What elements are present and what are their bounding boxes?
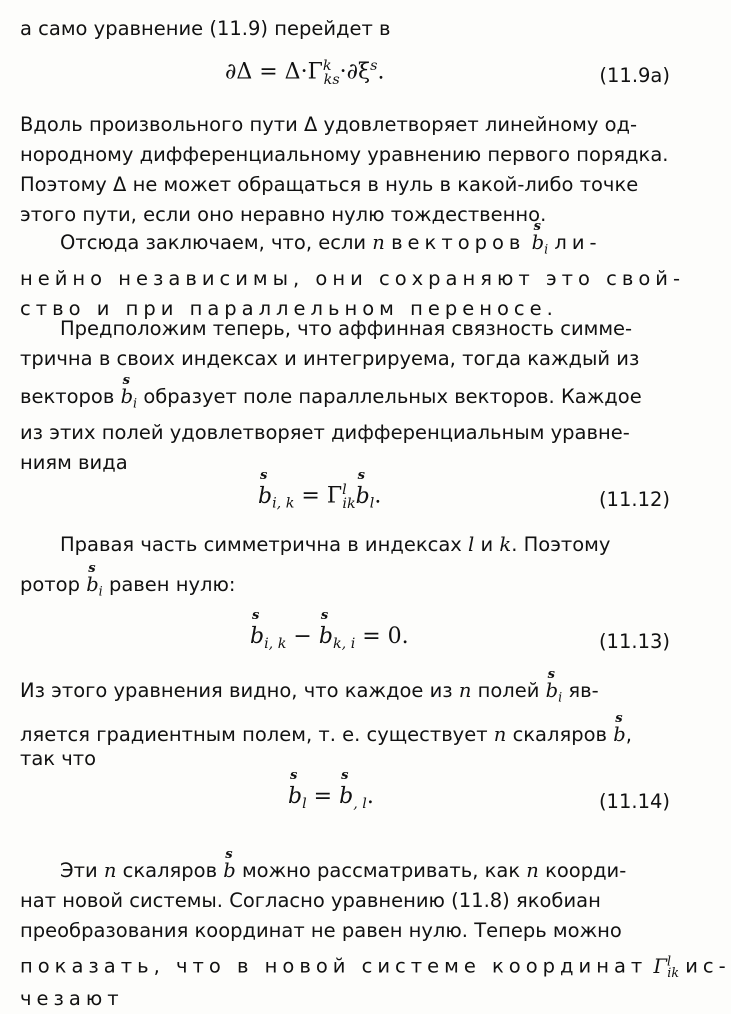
text-run: полей	[477, 679, 540, 702]
text-run: можно рассматривать, как	[241, 859, 521, 882]
text-run: ляется градиентным полем, т. е. существует	[20, 723, 488, 747]
paragraph-intro	[20, 14, 670, 44]
subscript: i	[544, 241, 549, 257]
symbol-n: n	[372, 231, 385, 254]
text-run: коорди-	[545, 859, 627, 882]
text-run: Эти	[60, 859, 98, 882]
text-line: из этих полей удовлетворяет дифференциальным уравне-	[20, 421, 630, 445]
equation-11-14	[0, 784, 690, 824]
text-line	[20, 946, 731, 988]
text-line	[20, 570, 670, 606]
paragraph-gradient	[20, 676, 670, 774]
equation-number: (11.14)	[598, 790, 670, 813]
text-line: нейно независимы, они сохраняют это свой-	[20, 267, 685, 291]
subscript: i	[558, 689, 563, 705]
symbol-k: k	[499, 533, 512, 556]
text-run: скаляров	[122, 859, 218, 882]
text-run: равен нулю:	[108, 573, 236, 596]
text-line	[20, 382, 670, 418]
symbol-b-s	[613, 720, 625, 750]
equation-11-9a	[0, 58, 690, 98]
text-run: Правая часть симметрична в индексах	[60, 533, 462, 556]
symbol-b-s	[546, 676, 563, 712]
symbol-l: l	[468, 533, 475, 556]
symbol-n: n	[526, 859, 539, 882]
text-line: Вдоль произвольного пути Δ удовлетворяет линейному од-	[20, 113, 638, 136]
symbol-gamma-lik: $\Gamma^l_{ik}$	[653, 953, 679, 981]
paragraph-conclusion	[20, 228, 685, 324]
equation-number: (11.13)	[598, 630, 670, 653]
equation-11-13	[0, 624, 690, 664]
text-line	[20, 228, 670, 264]
text-run: яв-	[568, 679, 599, 702]
text-line: ляется градиентным полем, т. е. существует n скаляров s b,	[20, 720, 670, 750]
symbol-b-s	[532, 228, 549, 264]
text-line: а само уравнение (11.9) перейдет в	[20, 17, 391, 40]
paragraph-path	[20, 110, 670, 230]
paragraph-rotor	[20, 530, 670, 606]
text-run: векторов	[391, 231, 526, 254]
paragraph-assumption	[20, 314, 670, 478]
text-line: нат новой системы. Согласно уравнению (11.8) якобиан	[20, 889, 601, 912]
equation-body: s $b_{i, k} - s$ $b_{k, i} = 0$.	[250, 624, 409, 652]
text-run: ис-	[685, 954, 731, 978]
text-line: ниям вида	[20, 451, 128, 475]
text-run: ротор	[20, 573, 80, 596]
text-run: образует поле параллельных векторов. Каждое	[143, 385, 642, 408]
text-line: чезают	[20, 987, 124, 1011]
symbol-b-s	[121, 382, 138, 418]
text-run: показать, что в новой системе координат	[20, 954, 648, 978]
equation-body: $\partial\Delta = \Delta\cdot\Gamma^k_{ks}\cdot\partial\xi^s$.	[225, 58, 385, 88]
symbol-b: b	[531, 231, 545, 254]
symbol-b: b	[223, 859, 236, 882]
equation-number: (11.12)	[598, 488, 670, 511]
subscript: i	[133, 395, 138, 411]
paragraph-new-coordinates	[20, 856, 731, 1014]
subscript: i	[98, 583, 103, 599]
text-line: этого пути, если оно неравно нулю тождественно.	[20, 203, 547, 226]
text-line: так что	[20, 747, 97, 771]
text-run: ли-	[554, 231, 602, 254]
equation-body: s $b_l = s$ $b_{, l}$.	[288, 784, 374, 812]
symbol-n: n	[493, 723, 507, 747]
text-run: Отсюда заключаем, что, если	[60, 231, 367, 254]
text-line: ство и при параллельном переносе.	[20, 297, 558, 321]
symbol-b: b	[120, 385, 134, 408]
equation-11-12	[0, 482, 690, 522]
equation-number: (11.9а)	[599, 64, 670, 87]
symbol-n: n	[458, 679, 472, 702]
text-line: Поэтому Δ не может обращаться в нуль в какой-либо точке	[20, 173, 639, 196]
symbol-b-s	[86, 570, 103, 606]
symbol-gamma: Γ	[653, 954, 667, 978]
text-run: векторов	[20, 385, 115, 408]
text-run: Из этого уравнения видно, что каждое из	[20, 679, 453, 702]
symbol-b: b	[86, 573, 99, 596]
text-run: и	[480, 533, 494, 556]
symbol-b: b	[613, 723, 626, 747]
text-line: трична в своих индексах и интегрируема, тогда каждый из	[20, 347, 640, 370]
text-run: скаляров	[512, 723, 608, 747]
text-line: Предположим теперь, что аффинная связность симме-	[60, 317, 633, 340]
equation-body: s $b_{i, k} = \Gamma^l_{ik}s$ $b_l$.	[258, 482, 381, 512]
symbol-n: n	[103, 859, 117, 882]
symbol-b: b	[545, 679, 559, 702]
text-run: . Поэтому	[511, 533, 611, 556]
text-line	[20, 530, 670, 560]
symbol-b-s	[223, 856, 235, 886]
text-line	[20, 676, 670, 712]
text-line	[20, 856, 670, 886]
text-line: преобразования координат не равен нулю. Теперь можно	[20, 919, 622, 942]
text-line: нородному дифференциальному уравнению первого порядка.	[20, 143, 669, 166]
